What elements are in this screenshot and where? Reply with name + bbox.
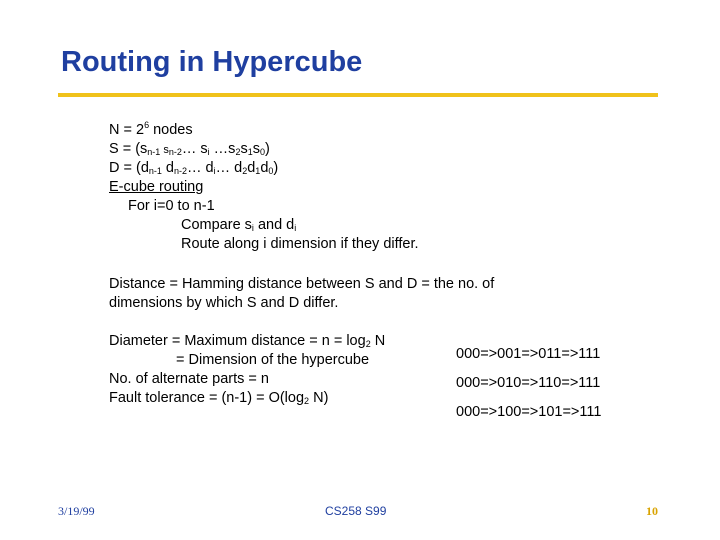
- nodes-count-line: [109, 121, 419, 140]
- dest-text: … d: [215, 160, 243, 176]
- nodes-suffix: nodes: [149, 122, 193, 138]
- dest-text: d: [161, 160, 174, 176]
- example-path: 000=>010=>110=>111: [456, 375, 601, 391]
- dest-text: … d: [187, 160, 214, 176]
- example-paths-block: [456, 345, 601, 432]
- source-sub: 1: [247, 147, 253, 157]
- dest-text: D = (d: [109, 160, 149, 176]
- dest-sub: 0: [268, 166, 274, 176]
- diameter-text: N: [370, 333, 386, 349]
- dest-text: d: [260, 160, 269, 176]
- footer-date: 3/19/99: [58, 504, 95, 518]
- dimension-line: = Dimension of the hypercube: [176, 352, 370, 368]
- distance-line: Distance = Hamming distance between S and D = the no. of: [109, 276, 495, 292]
- properties-block: [109, 332, 385, 408]
- compare-text: Compare s: [181, 217, 252, 233]
- source-sub: i: [207, 147, 210, 157]
- destination-definition-line: [109, 159, 419, 178]
- dest-sub: 2: [242, 166, 248, 176]
- alternate-paths-line: No. of alternate parts = n: [109, 371, 269, 387]
- diameter-sub: 2: [365, 339, 371, 349]
- diameter-text: Diameter = Maximum distance = n = log: [109, 333, 366, 349]
- compare-line: [109, 216, 419, 235]
- source-text: S = (s: [109, 141, 148, 157]
- route-line: Route along i dimension if they differ.: [181, 236, 419, 252]
- compare-text: and d: [253, 217, 295, 233]
- source-text: s: [160, 144, 169, 156]
- source-text: ): [264, 141, 270, 157]
- source-sub: 0: [259, 147, 265, 157]
- compare-sub: i: [294, 223, 297, 233]
- dest-sub: n-2: [174, 166, 188, 176]
- source-text: … s: [181, 141, 208, 157]
- fault-tolerance-line: [109, 389, 385, 408]
- fault-text: Fault tolerance = (n-1) = O(log: [109, 390, 305, 406]
- distance-line: dimensions by which S and D differ.: [109, 295, 339, 311]
- for-loop-line: For i=0 to n-1: [128, 198, 215, 214]
- fault-text: N): [309, 390, 329, 406]
- dest-sub: i: [213, 166, 216, 176]
- algorithm-block: [109, 121, 419, 254]
- source-text: …s: [209, 141, 236, 157]
- distance-paragraph: [109, 275, 494, 313]
- ecube-routing-heading: E-cube routing: [109, 179, 204, 195]
- diameter-line: [109, 332, 385, 351]
- fault-sub: 2: [304, 396, 310, 406]
- dest-sub: n-1: [148, 166, 162, 176]
- title-underline-rule: [58, 93, 658, 97]
- footer-course: CS258 S99: [325, 504, 387, 518]
- example-path: 000=>100=>101=>111: [456, 404, 602, 420]
- source-text: s: [240, 141, 248, 157]
- example-path: 000=>001=>011=>111: [456, 346, 601, 362]
- source-sub: 2: [235, 147, 241, 157]
- compare-sub: i: [251, 223, 254, 233]
- source-sub: n-2: [168, 147, 182, 157]
- page-number: 10: [646, 504, 658, 518]
- source-sub: n-1: [147, 147, 161, 157]
- slide-title: Routing in Hypercube: [61, 46, 363, 78]
- dest-sub: 1: [255, 166, 261, 176]
- nodes-text: N = 2: [109, 122, 145, 138]
- source-definition-line: [109, 140, 419, 159]
- dest-text: ): [273, 160, 279, 176]
- nodes-exponent: 6: [144, 120, 150, 130]
- dest-text: d: [247, 160, 256, 176]
- source-text: s: [252, 141, 260, 157]
